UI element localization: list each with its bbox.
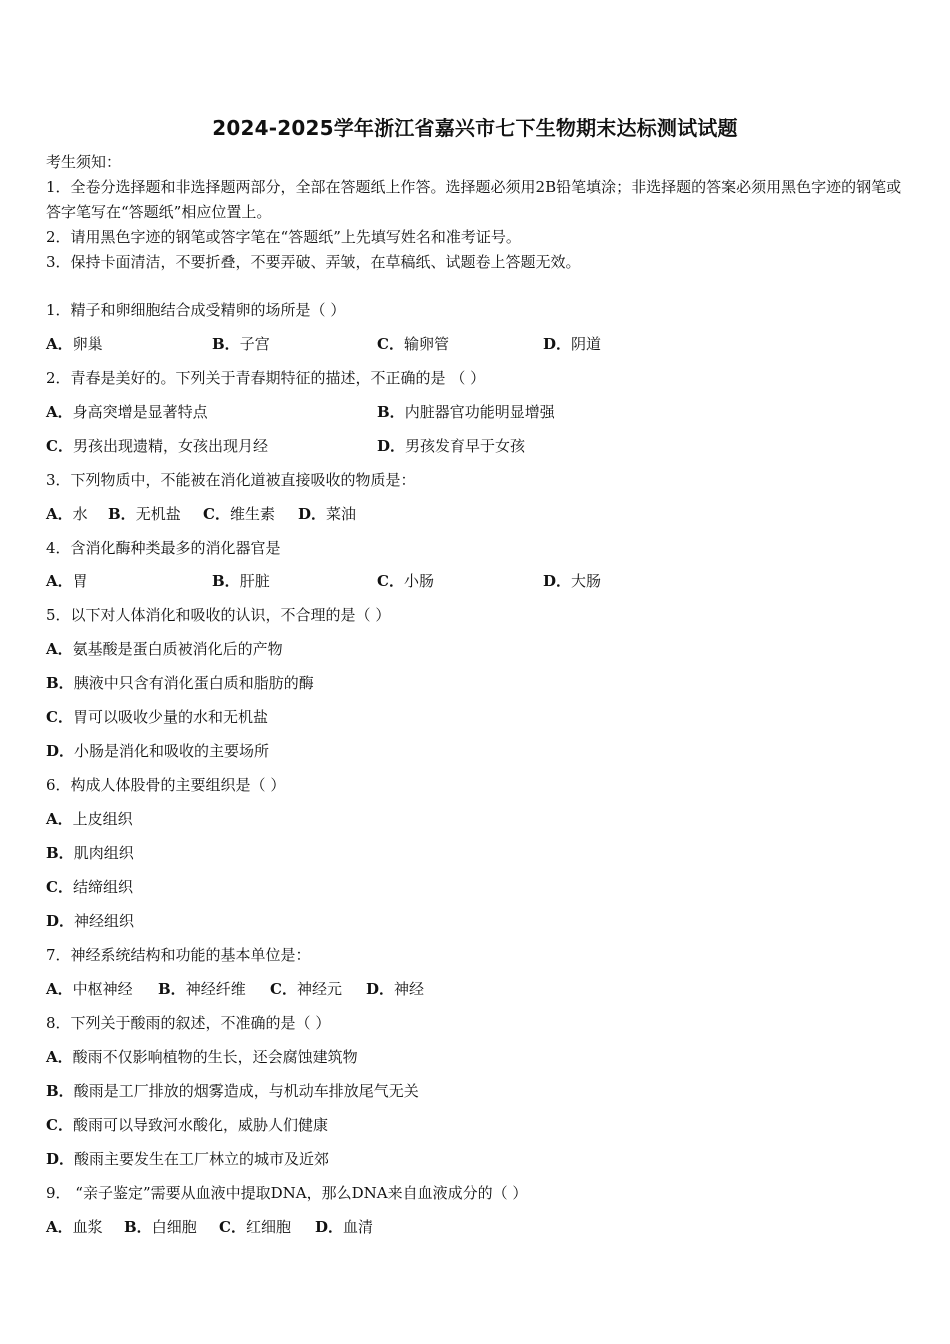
question-stem: 7．神经系统结构和功能的基本单位是：: [46, 946, 311, 964]
option: C．结缔组织: [46, 878, 133, 896]
question-stem: 2．青春是美好的。下列关于青春期特征的描述，不正确的是 （ ）: [46, 369, 486, 387]
option: A．酸雨不仅影响植物的生长，还会腐蚀建筑物: [46, 1048, 358, 1066]
option: D．神经: [366, 980, 425, 998]
option: A．身高突增是显著特点: [46, 403, 208, 421]
option: D．大肠: [543, 572, 602, 590]
page-title: 2024-2025学年浙江省嘉兴市七下生物期末达标测试试题: [212, 116, 738, 140]
question-stem: 9． “亲子鉴定”需要从血液中提取DNA，那么DNA来自血液成分的（ ）: [46, 1184, 528, 1202]
option: A．中枢神经: [46, 980, 133, 998]
option: C．维生素: [203, 505, 275, 523]
option: B．胰液中只含有消化蛋白质和脂肪的酶: [46, 674, 314, 692]
option: A．上皮组织: [46, 810, 133, 828]
option: A．水: [46, 505, 88, 523]
option: C．红细胞: [219, 1218, 291, 1236]
question-stem: 8．下列关于酸雨的叙述，不准确的是（ ）: [46, 1014, 331, 1032]
exam-instructions: [46, 150, 904, 275]
option: B．子宫: [212, 335, 270, 353]
question-stem: 4．含消化酶种类最多的消化器官是: [46, 539, 281, 557]
instruction-item: 3．保持卡面清洁，不要折叠，不要弄破、弄皱，在草稿纸、试题卷上答题无效。: [46, 253, 581, 271]
option: B．无机盐: [108, 505, 181, 523]
question-stem: 3．下列物质中，不能被在消化道被直接吸收的物质是：: [46, 471, 416, 489]
option: A．胃: [46, 572, 88, 590]
option: D．阴道: [543, 335, 602, 353]
option: B．神经纤维: [158, 980, 246, 998]
option: B．肌肉组织: [46, 844, 134, 862]
option: A．卵巢: [46, 335, 103, 353]
option: B．酸雨是工厂排放的烟雾造成，与机动车排放尾气无关: [46, 1082, 419, 1100]
question-stem: 1．精子和卵细胞结合成受精卵的场所是（ ）: [46, 301, 346, 319]
option: C．男孩出现遗精，女孩出现月经: [46, 437, 268, 455]
instruction-item: 1．全卷分选择题和非选择题两部分，全部在答题纸上作答。选择题必须用2B铅笔填涂；非选择题的答案必须用黑色字迹的钢笔或答字笔写在“答题纸”相应位置上。: [46, 178, 902, 221]
option: D．菜油: [298, 505, 357, 523]
instructions-heading: 考生须知：: [46, 153, 122, 171]
option: D．酸雨主要发生在工厂林立的城市及近郊: [46, 1150, 330, 1168]
option: C．小肠: [377, 572, 434, 590]
option: A．血浆: [46, 1218, 103, 1236]
option: D．神经组织: [46, 912, 135, 930]
option: C．神经元: [270, 980, 342, 998]
option: D．小肠是消化和吸收的主要场所: [46, 742, 270, 760]
option: C．胃可以吸收少量的水和无机盐: [46, 708, 268, 726]
option: A．氨基酸是蛋白质被消化后的产物: [46, 640, 283, 658]
option: C．酸雨可以导致河水酸化，威胁人们健康: [46, 1116, 328, 1134]
option: D．血清: [315, 1218, 374, 1236]
option: C．输卵管: [377, 335, 449, 353]
question-stem: 6．构成人体股骨的主要组织是（ ）: [46, 776, 286, 794]
option: B．内脏器官功能明显增强: [377, 403, 555, 421]
instruction-item: 2．请用黑色字迹的钢笔或答字笔在“答题纸”上先填写姓名和准考证号。: [46, 228, 521, 246]
option: B．肝脏: [212, 572, 270, 590]
option: B．白细胞: [124, 1218, 197, 1236]
question-stem: 5．以下对人体消化和吸收的认识，不合理的是（ ）: [46, 606, 391, 624]
option: D．男孩发育早于女孩: [377, 437, 526, 455]
